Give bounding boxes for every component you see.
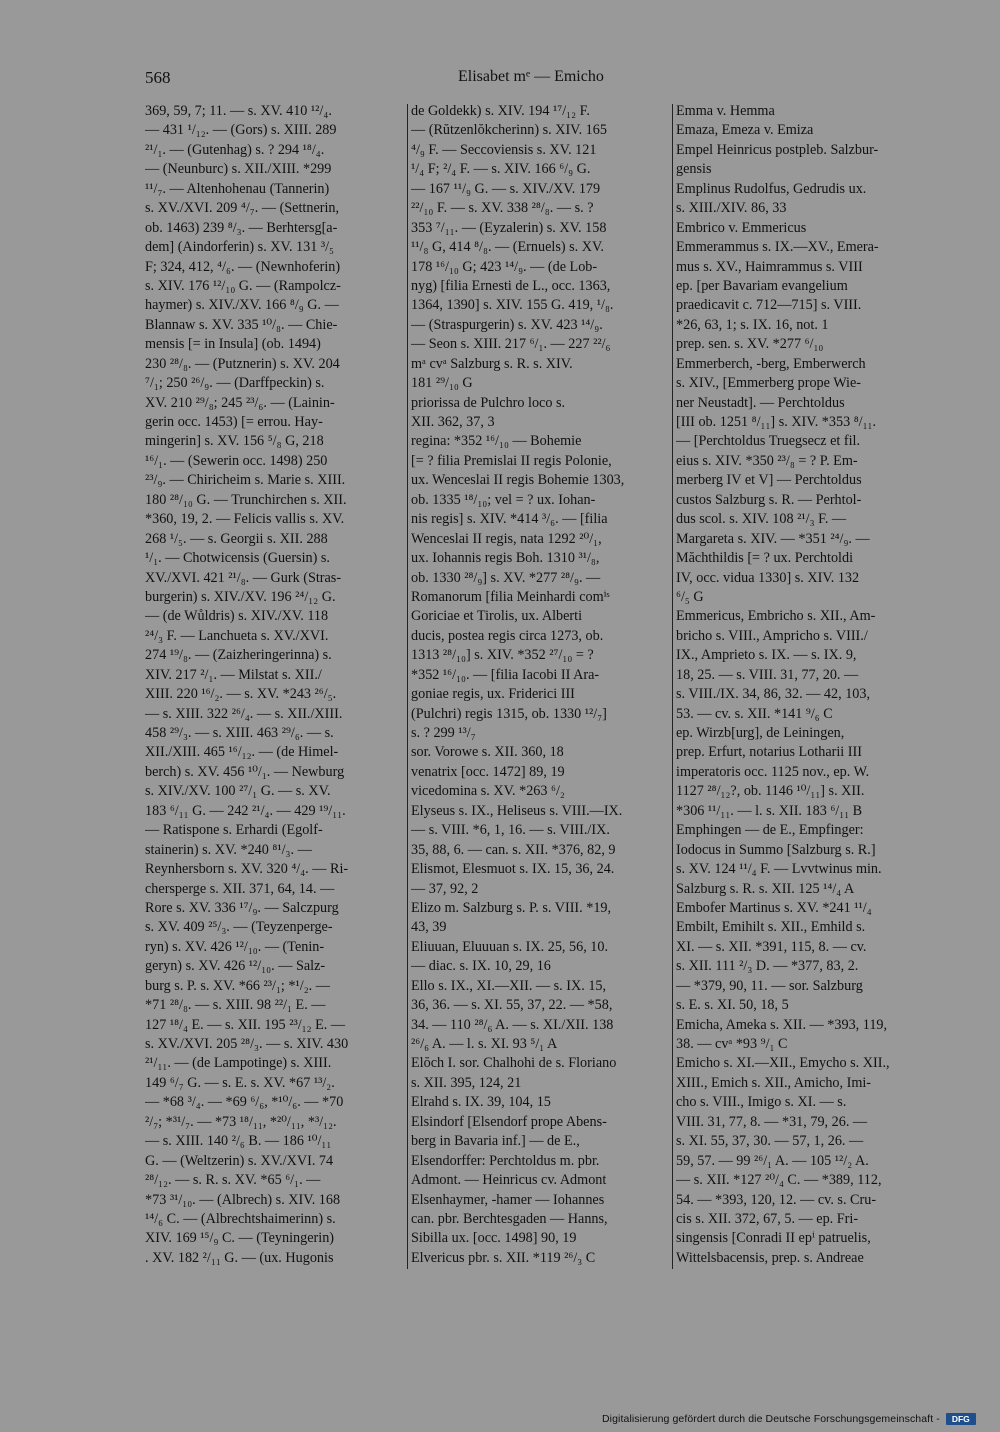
index-line: 36, 36. — s. XI. 55, 37, 22. — *58, — [411, 997, 613, 1014]
index-line: mus s. XV., Haimrammus s. VIII — [676, 258, 863, 275]
index-line: — (de Wůldris) s. XIV./XV. 118 — [145, 608, 329, 625]
index-line: ²³/₉. — Chiricheim s. Marie s. XIII. — [145, 472, 346, 489]
index-line: — 431 ¹/₁₂. — (Gors) s. XIII. 289 — [145, 122, 337, 139]
index-line: Elyseus s. IX., Heliseus s. VIII.—IX. — [411, 802, 623, 819]
index-line: cis s. XII. 372, 67, 5. — ep. Fri- — [676, 1210, 859, 1227]
index-line: Emmerammus s. IX.—XV., Emera- — [676, 239, 879, 256]
index-line: — s. VIII. *6, 1, 16. — s. VIII./IX. — [411, 822, 610, 839]
index-line: XIV. 169 ¹⁵/₉ C. — (Teyningerin) — [145, 1230, 335, 1247]
index-line: ob. 1463) 239 ⁸/₃. — Berhtersg[a- — [145, 219, 338, 236]
index-line: berg in Bavaria inf.] — de E., — [411, 1133, 580, 1150]
index-line: goniae regis, ux. Friderici III — [411, 686, 575, 703]
index-line: XIII., Emich s. XII., Amicho, Imi- — [676, 1074, 872, 1091]
index-line: — (Neunburc) s. XII./XIII. *299 — [145, 161, 332, 178]
index-line: regina: *352 ¹⁶/₁₀ — Bohemie — [411, 433, 582, 450]
index-line: Emmericus, Embricho s. XII., Am- — [676, 608, 876, 625]
index-line: s. XII. 395, 124, 21 — [411, 1074, 522, 1091]
index-line: Elsindorf [Elsendorf prope Abens- — [411, 1113, 607, 1130]
index-line: s. XV./XVI. 205 ²⁸/₃. — s. XIV. 430 — [145, 1036, 349, 1052]
index-line: gensis — [676, 161, 712, 178]
index-line: 53. — cv. s. XII. *141 ⁹/₆ C — [676, 705, 833, 722]
index-line: sor. Vorowe s. XII. 360, 18 — [411, 744, 564, 761]
index-line: ryn) s. XV. 426 ¹²/₁₀. — (Tenin- — [145, 938, 325, 955]
index-line: — s. XIII. 140 ²/₆ B. — 186 ¹⁰/₁₁ — [145, 1133, 332, 1150]
index-line: 127 ¹⁸/₄ E. — s. XII. 195 ²³/₁₂ E. — — [145, 1016, 346, 1033]
index-line: 1364, 1390] s. XIV. 155 G. 419, ¹/₈. — [411, 297, 614, 314]
index-line: s. XIII./XIV. 86, 33 — [676, 200, 787, 217]
running-head: Elisabet mᵉ — Emicho — [458, 68, 604, 85]
index-line: ¹/₁. — Chotwicensis (Guersin) s. — [145, 550, 330, 567]
index-line: ⁴/₉ F. — Seccoviensis s. XV. 121 — [411, 141, 597, 158]
index-line: — 167 ¹¹/₉ G. — s. XIV./XV. 179 — [411, 180, 601, 197]
index-line: F; 324, 412, ⁴/₆. — (Newnhoferin) — [145, 258, 341, 275]
index-line: ²⁸/₁₂. — s. R. s. XV. *65 ⁶/₁. — — [145, 1172, 321, 1189]
index-line: s. XV./XVI. 209 ⁴/₇. — (Settnerin, — [145, 200, 340, 217]
index-line: *73 ³¹/₁₀. — (Albrech) s. XIV. 168 — [145, 1191, 341, 1208]
index-line: s. XIV., [Emmerberg prope Wie- — [676, 375, 862, 392]
index-line: 183 ⁶/₁₁ G. — 242 ²¹/₄. — 429 ¹⁹/₁₁. — [145, 802, 346, 819]
index-line: s. ? 299 ¹³/₇ — [411, 725, 476, 741]
index-line: bricho s. VIII., Ampricho s. VIII./ — [676, 627, 868, 644]
index-line: nyg) [filia Ernesti de L., occ. 1363, — [411, 277, 611, 294]
index-line: 149 ⁶/₇ G. — s. E. s. XV. *67 ¹³/₂. — [145, 1074, 335, 1091]
index-line: ducis, postea regis circa 1273, ob. — [411, 627, 604, 644]
column-middle — [411, 102, 667, 1268]
index-line: s. XII. 111 ²/₃ D. — *377, 83, 2. — [676, 958, 859, 975]
index-line: prep. sen. s. XV. *277 ⁶/₁₀ — [676, 336, 824, 353]
index-line: ner Neustadt]. — Perchtoldus — [676, 394, 845, 411]
index-line: burg s. P. s. XV. *66 ²³/₁; *¹/₂. — — [145, 977, 330, 994]
column-left — [145, 102, 403, 1268]
index-line: imperatoris occ. 1125 nov., ep. W. — [676, 763, 870, 780]
index-line: Embofer Martinus s. XV. *241 ¹¹/₄ — [676, 899, 872, 916]
index-line: 369, 59, 7; 11. — s. XV. 410 ¹²/₄. — [145, 103, 332, 119]
index-line: 1313 ²⁸/₁₀] s. XIV. *352 ²⁷/₁₀ = ? — [411, 647, 594, 664]
index-line: s. XIV./XV. 100 ²⁷/₁ G. — s. XV. — [145, 783, 331, 800]
index-line: *360, 19, 2. — Felicis vallis s. XV. — [145, 511, 345, 528]
index-line: ¹/₄ F; ²/₄ F. — s. XIV. 166 ⁶/₉ G. — [411, 161, 591, 178]
index-line: Elismot, Elesmuot s. IX. 15, 36, 24. — [411, 861, 615, 878]
index-line: 268 ¹/₅. — s. Georgii s. XII. 288 — [145, 530, 328, 547]
index-line: haymer) s. XIV./XV. 166 ⁸/₉ G. — — [145, 297, 339, 314]
index-line: ⁶/₅ G — [676, 588, 704, 605]
index-line: — s. XII. *127 ²⁰/₄ C. — *389, 112, — [676, 1172, 882, 1189]
index-line: Embrico v. Emmericus — [676, 219, 807, 236]
index-line: G. — (Weltzerin) s. XV./XVI. 74 — [145, 1152, 334, 1169]
index-line: Elsendorffer: Perchtoldus m. pbr. — [411, 1152, 600, 1169]
index-line: — Seon s. XIII. 217 ⁶/₁. — 227 ²²/₆ — [411, 336, 611, 353]
index-line: ep. Wirzb[urg], de Leiningen, — [676, 725, 845, 741]
index-line: ¹⁶/₁. — (Sewerin occ. 1498) 250 — [145, 452, 328, 469]
index-line: Embilt, Emihilt s. XII., Emhild s. — [676, 919, 866, 936]
index-line: 230 ²⁸/₈. — (Putznerin) s. XV. 204 — [145, 355, 340, 372]
index-line: *71 ²⁸/₈. — s. XIII. 98 ²²/₁ E. — — [145, 997, 326, 1014]
index-line: vicedomina s. XV. *263 ⁶/₂ — [411, 783, 565, 800]
index-line: de Goldekk) s. XIV. 194 ¹⁷/₁₂ F. — [411, 103, 590, 119]
index-line: s. XI. 55, 37, 30. — 57, 1, 26. — — [676, 1133, 864, 1150]
index-line: Emicha, Ameka s. XII. — *393, 119, — [676, 1016, 888, 1033]
index-line: Emma v. Hemma — [676, 103, 775, 119]
index-line: *352 ¹⁶/₁₀. — [filia Iacobi II Ara- — [411, 666, 600, 683]
index-line: XI. — s. XII. *391, 115, 8. — cv. — [676, 938, 867, 955]
index-line: Rore s. XV. 336 ¹⁷/₉. — Salczpurg — [145, 899, 339, 916]
index-line: 1127 ²⁸/₁₂?, ob. 1146 ¹⁰/₁₁] s. XII. — [676, 783, 865, 800]
index-line: can. pbr. Berchtesgaden — Hanns, — [411, 1210, 608, 1227]
index-line: custos Salzburg s. R. — Perhtol- — [676, 491, 862, 508]
index-line: Elrahd s. IX. 39, 104, 15 — [411, 1094, 551, 1111]
index-line: Blannaw s. XV. 335 ¹⁰/₈. — Chie- — [145, 316, 338, 333]
index-line: Elvericus pbr. s. XII. *119 ²⁶/₃ C — [411, 1249, 596, 1266]
index-line: 43, 39 — [411, 919, 447, 936]
index-line: stainerin) s. XV. *240 ⁸¹/₃. — — [145, 841, 312, 858]
index-line: — *68 ³/₄. — *69 ⁶/₆, *¹⁰/₆. — *70 — [145, 1094, 344, 1111]
index-line: ¹¹/₈ G, 414 ⁸/₈. — (Ernuels) s. XV. — [411, 239, 604, 256]
index-line: priorissa de Pulchro loco s. — [411, 394, 566, 411]
index-line: — diac. s. IX. 10, 29, 16 — [411, 958, 551, 975]
column-right — [676, 102, 936, 1268]
index-line: eius s. XIV. *350 ²³/₈ = ? P. Em- — [676, 452, 858, 469]
index-line: prep. Erfurt, notarius Lotharii III — [676, 744, 862, 761]
index-line: dem] (Aindorferin) s. XV. 131 ³/₅ — [145, 239, 335, 256]
index-line: [III ob. 1251 ⁸/₁₁] s. XIV. *353 ⁸/₁₁. — [676, 414, 877, 430]
index-line: s. XV. 124 ¹¹/₄ F. — Lvvtwinus min. — [676, 861, 882, 878]
index-line: praedicavit c. 712—715] s. VIII. — [676, 297, 862, 314]
index-line: Wenceslai II regis, nata 1292 ²⁰/₁, — [411, 530, 602, 547]
index-line: 181 ²⁹/₁₀ G — [411, 375, 473, 392]
index-line: ²⁶/₆ A. — l. s. XI. 93 ⁵/₁ A — [411, 1036, 558, 1052]
index-line: — Ratispone s. Erhardi (Egolf- — [145, 822, 323, 839]
index-line: ux. Iohannis regis Boh. 1310 ³¹/₈, — [411, 550, 600, 567]
index-line: 38. — cvᵃ *93 ⁹/₁ C — [676, 1036, 788, 1052]
index-line: Reynhersborn s. XV. 320 ⁴/₄. — Ri- — [145, 861, 349, 878]
index-line: Sibilla ux. [occ. 1498] 90, 19 — [411, 1230, 577, 1247]
index-line: — (Rŭtzenlŏkcherinn) s. XIV. 165 — [411, 122, 607, 139]
page-number: 568 — [145, 68, 171, 87]
index-line: Ello s. IX., XI.—XII. — s. IX. 15, — [411, 977, 607, 994]
index-line: 353 ⁷/₁₁. — (Eyzalerin) s. XV. 158 — [411, 219, 607, 236]
index-line: — s. XIII. 322 ²⁶/₄. — s. XII./XIII. — [145, 705, 343, 722]
funding-credit-text: Digitalisierung gefördert durch die Deutsche Forschungsgemeinschaft - — [602, 1413, 940, 1425]
index-line: Wittelsbacensis, prep. s. Andreae — [676, 1249, 864, 1266]
index-line: Emmerberch, -berg, Emberwerch — [676, 355, 866, 372]
page-header — [0, 68, 1000, 92]
column-divider — [672, 104, 673, 1269]
index-line: ¹¹/₇. — Altenhohenau (Tannerin) — [145, 180, 330, 197]
index-line: 274 ¹⁹/₈. — (Zaizheringerinna) s. — [145, 647, 332, 664]
index-line: ²¹/₁₁. — (de Lampotinge) s. XIII. — [145, 1055, 332, 1072]
index-line: — *379, 90, 11. — sor. Salzburg — [676, 977, 863, 994]
index-line: ob. 1335 ¹⁸/₁₀; vel = ? ux. Iohan- — [411, 491, 596, 508]
index-line: IV, occ. vidua 1330] s. XIV. 132 — [676, 569, 860, 586]
index-line: IX., Amprieto s. IX. — s. IX. 9, — [676, 647, 857, 664]
index-line: XV./XVI. 421 ²¹/₈. — Gurk (Stras- — [145, 569, 342, 586]
index-line: Admont. — Heinricus cv. Admont — [411, 1172, 607, 1189]
index-line: *26, 63, 1; s. IX. 16, not. 1 — [676, 316, 829, 333]
index-line: nis regis] s. XIV. *414 ³/₆. — [filia — [411, 511, 608, 528]
column-divider — [407, 104, 408, 1269]
index-line: [= ? filia Premislai II regis Polonie, — [411, 452, 612, 469]
index-line: . XV. 182 ²/₁₁ G. — (ux. Hugonis — [145, 1249, 334, 1266]
index-line: cho s. VIII., Imigo s. XI. — s. — [676, 1094, 847, 1111]
index-line: Elŏch I. sor. Chalhohi de s. Floriano — [411, 1055, 617, 1072]
index-line: Elsenhaymer, -hamer — Iohannes — [411, 1191, 605, 1208]
index-columns — [143, 102, 936, 1274]
index-line: ²/₇; *³¹/₇. — *73 ¹⁸/₁₁, *²⁰/₁₁, *³/₁₂. — [145, 1113, 337, 1130]
index-line: *306 ¹¹/₁₁. — l. s. XII. 183 ⁶/₁₁ B — [676, 802, 863, 819]
index-line: ux. Wenceslai II regis Bohemie 1303, — [411, 472, 625, 489]
index-line: Romanorum [filia Meinhardi comⁱˢ — [411, 588, 610, 605]
index-line: XII./XIII. 465 ¹⁶/₁₂. — (de Himel- — [145, 744, 339, 761]
index-line: Emphingen — de E., Empfinger: — [676, 822, 864, 839]
index-line: XII. 362, 37, 3 — [411, 414, 495, 430]
index-line: XIII. 220 ¹⁶/₂. — s. XV. *243 ²⁶/₅. — [145, 686, 337, 703]
index-line: singensis [Conradi II epⁱ patruelis, — [676, 1230, 871, 1247]
index-line: venatrix [occ. 1472] 89, 19 — [411, 763, 565, 780]
index-line: 54. — *393, 120, 12. — cv. s. Cru- — [676, 1191, 877, 1208]
index-line: VIII. 31, 77, 8. — *31, 79, 26. — — [676, 1113, 868, 1130]
index-line: mingerin] s. XV. 156 ⁵/₈ G, 218 — [145, 433, 324, 450]
index-line: berch) s. XV. 456 ¹⁰/₁. — Newburg — [145, 763, 345, 780]
index-line: Margareta s. XIV. — *351 ²⁴/₉. — — [676, 530, 870, 547]
index-line: mensis [= in Insula] (ob. 1494) — [145, 336, 321, 353]
index-line: ob. 1330 ²⁸/₉] s. XV. *277 ²⁸/₉. — — [411, 569, 601, 586]
index-line: s. XIV. 176 ¹²/₁₀ G. — (Rampolcz- — [145, 277, 341, 294]
index-line: Emaza, Emeza v. Emiza — [676, 122, 814, 139]
index-line: ²⁴/₃ F. — Lanchueta s. XV./XVI. — [145, 627, 329, 644]
index-line: 180 ²⁸/₁₀ G. — Trunchirchen s. XII. — [145, 491, 347, 508]
index-line: Salzburg s. R. s. XII. 125 ¹⁴/₄ A — [676, 880, 855, 897]
dfg-logo: DFG — [946, 1413, 976, 1425]
index-line: Empel Heinricus postpleb. Salzbur- — [676, 141, 879, 158]
index-line: Emicho s. XI.—XII., Emycho s. XII., — [676, 1055, 890, 1072]
index-line: s. E. s. XI. 50, 18, 5 — [676, 997, 789, 1014]
index-line: 18, 25. — s. VIII. 31, 77, 20. — — [676, 666, 859, 683]
index-line: merberg IV et V] — Perchtoldus — [676, 472, 862, 489]
index-line: s. XV. 409 ²⁵/₃. — (Teyzenperge- — [145, 919, 333, 936]
index-line: 59, 57. — 99 ²⁶/₁ A. — 105 ¹²/₂ A. — [676, 1152, 869, 1169]
index-line: 178 ¹⁶/₁₀ G; 423 ¹⁴/₉. — (de Lob- — [411, 258, 598, 275]
index-line: ¹⁴/₆ C. — (Albrechtshaimerinn) s. — [145, 1210, 336, 1227]
index-line: Măchthildis [= ? ux. Perchtoldi — [676, 550, 854, 567]
index-line: mᵃ cvᵃ Salzburg s. R. s. XIV. — [411, 355, 573, 372]
index-line: Goriciae et Tirolis, ux. Alberti — [411, 608, 583, 625]
index-line: ep. [per Bavariam evangelium — [676, 277, 848, 294]
index-line: 35, 88, 6. — can. s. XII. *376, 82, 9 — [411, 841, 616, 858]
index-line: XIV. 217 ²/₁. — Milstat s. XII./ — [145, 666, 322, 683]
index-line: chersperge s. XII. 371, 64, 14. — — [145, 880, 335, 897]
index-line: 34. — 110 ²⁸/₆ A. — s. XI./XII. 138 — [411, 1016, 614, 1033]
index-line: — [Perchtoldus Truegsecz et fil. — [676, 433, 861, 450]
index-line: (Pulchri) regis 1315, ob. 1330 ¹²/₇] — [411, 705, 607, 722]
index-line: Elizo m. Salzburg s. P. s. VIII. *19, — [411, 899, 612, 916]
index-line: s. VIII./IX. 34, 86, 32. — 42, 103, — [676, 686, 871, 703]
index-line: ²¹/₁. — (Gutenhag) s. ? 294 ¹⁸/₄. — [145, 141, 325, 158]
index-line: Emplinus Rudolfus, Gedrudis ux. — [676, 180, 867, 197]
index-line: ⁷/₁; 250 ²⁶/₉. — (Darffpeckin) s. — [145, 375, 325, 392]
index-line: — (Straspurgerin) s. XV. 423 ¹⁴/₉. — [411, 316, 603, 333]
index-line: 458 ²⁹/₃. — s. XIII. 463 ²⁹/₆. — s. — [145, 725, 334, 741]
index-line: gerin occ. 1453) [= errou. Hay- — [145, 414, 323, 430]
index-line: burgerin) s. XIV./XV. 196 ²⁴/₁₂ G. — [145, 588, 336, 605]
index-line: Eliuuan, Eluuuan s. IX. 25, 56, 10. — [411, 938, 609, 955]
footer-credit — [602, 1412, 976, 1426]
index-line: — 37, 92, 2 — [411, 880, 479, 897]
index-line: Iodocus in Summo [Salzburg s. R.] — [676, 841, 876, 858]
index-line: dus scol. s. XIV. 108 ²¹/₃ F. — — [676, 511, 847, 528]
index-line: XV. 210 ²⁹/₈; 245 ²³/₆. — (Lainin- — [145, 394, 335, 411]
index-line: geryn) s. XV. 426 ¹²/₁₀. — Salz- — [145, 958, 326, 975]
index-line: ²²/₁₀ F. — s. XV. 338 ²⁸/₈. — s. ? — [411, 200, 594, 217]
